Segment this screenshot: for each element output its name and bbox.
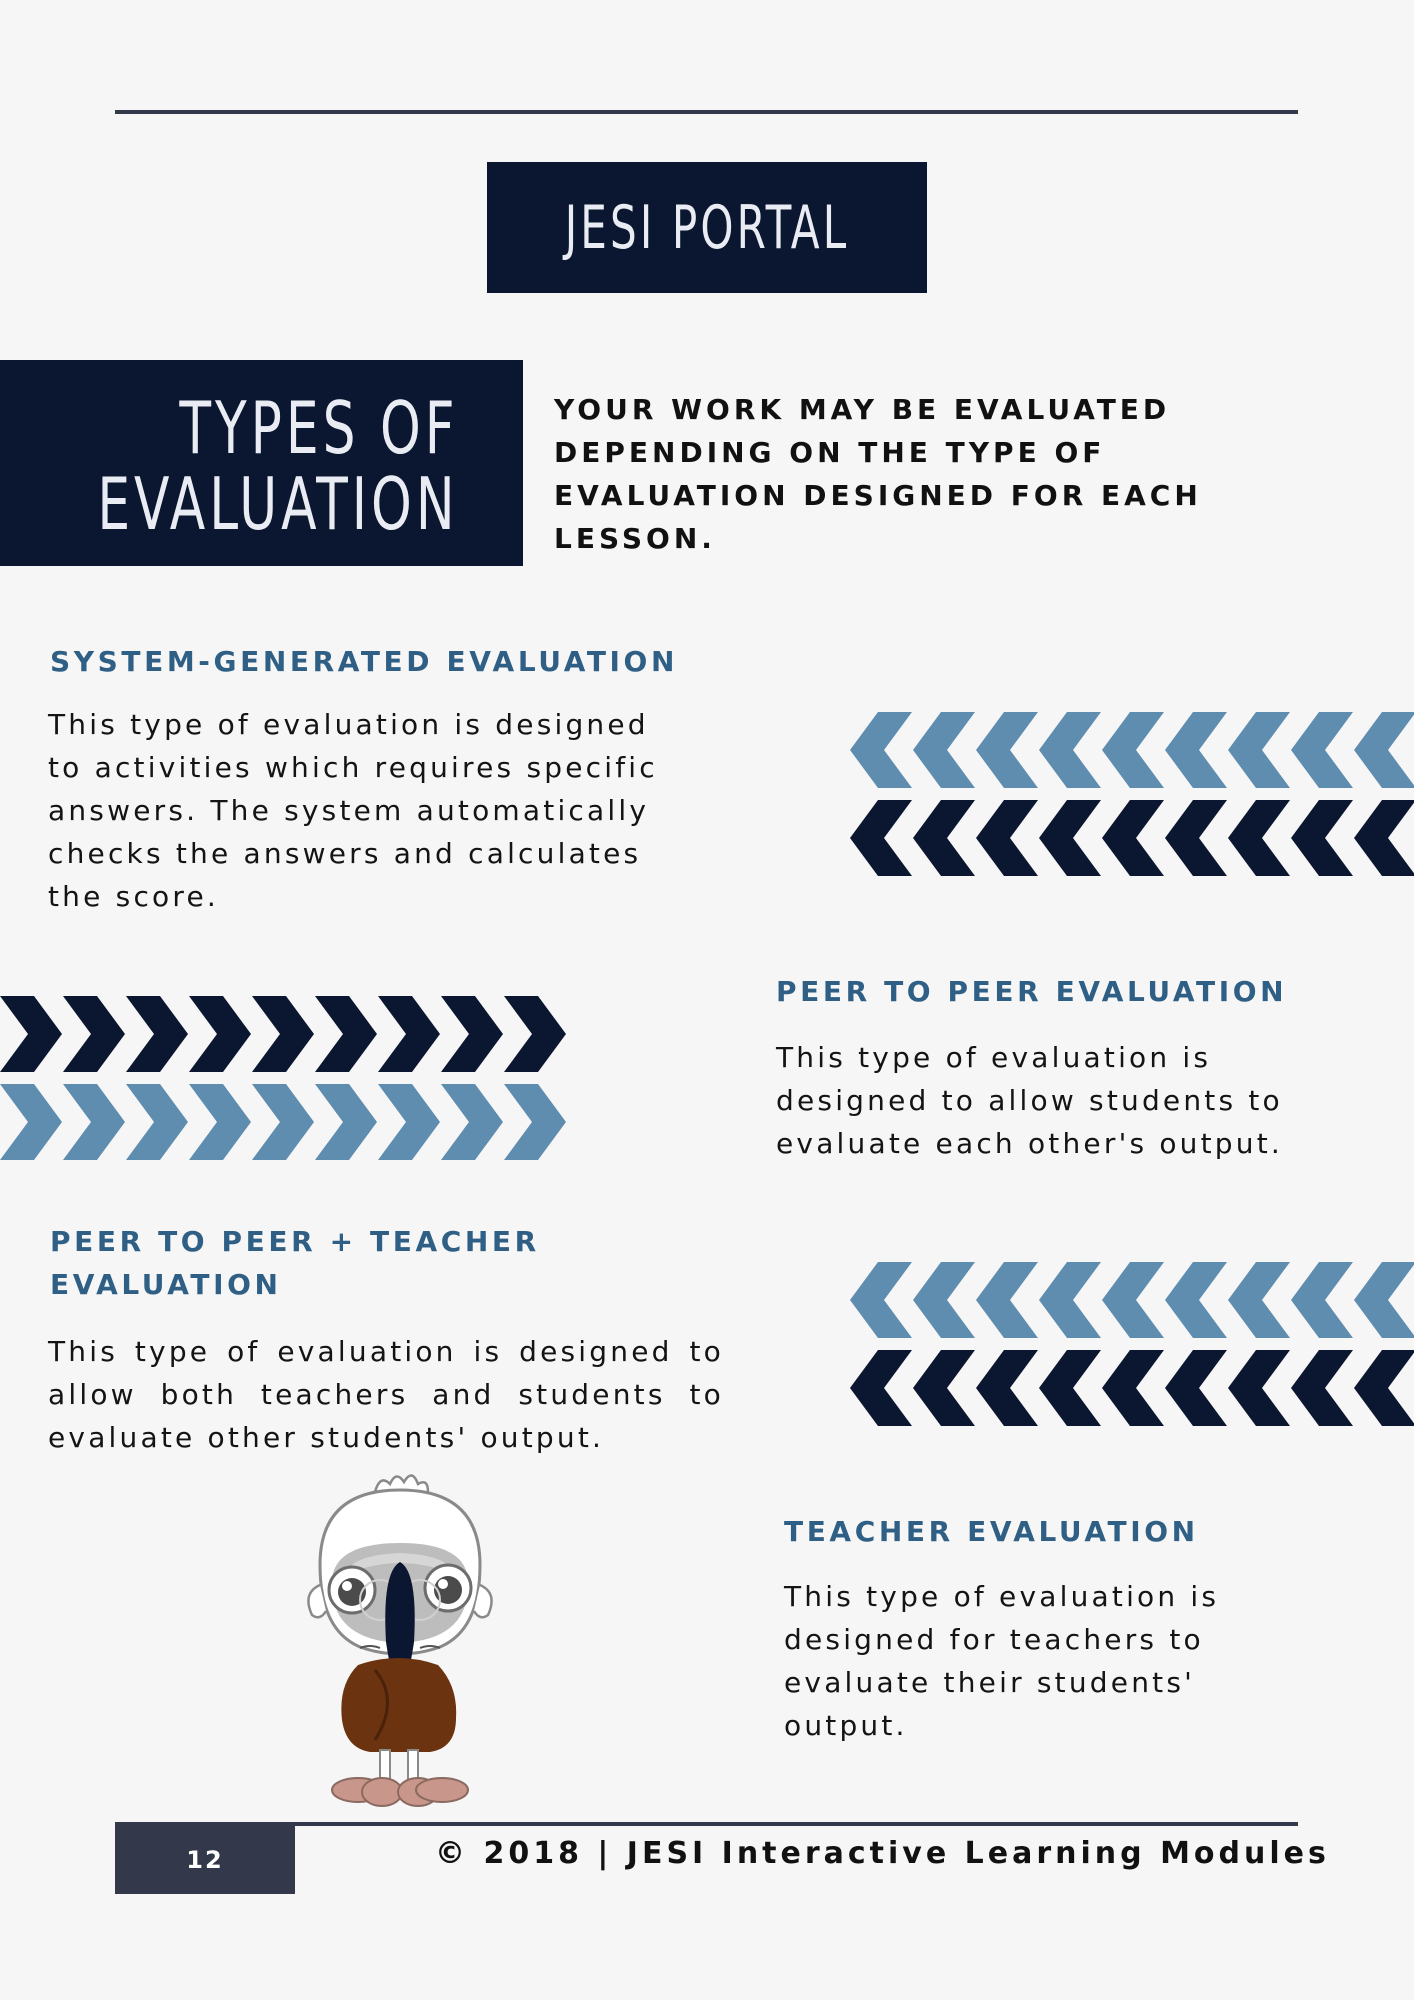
owl-mascot-icon: [290, 1470, 510, 1820]
page-title: [97, 386, 459, 546]
page-title-line1: TYPES OF: [179, 386, 459, 470]
chevron-mark: [1354, 800, 1414, 876]
chevron-mark: [378, 996, 440, 1072]
intro-text: YOUR WORK MAY BE EVALUATED DEPENDING ON THE TYPE OF EVALUATION DESIGNED FOR EACH LESSON.: [554, 393, 1202, 555]
chevron-mark: [1291, 800, 1353, 876]
peer-teacher-heading-line1: PEER TO PEER + TEACHER: [50, 1225, 540, 1258]
chevron-mark: [441, 996, 503, 1072]
chevron-mark: [1102, 1262, 1164, 1338]
chevron-mark: [1165, 800, 1227, 876]
teacher-eval-body: This type of evaluation is designed for teachers to evaluate their students' output.: [784, 1580, 1220, 1742]
chevron-mark: [1039, 1350, 1101, 1426]
chevron-mark: [1291, 712, 1353, 788]
peer-to-peer-body: This type of evaluation is designed to allow students to evaluate each other's output.: [776, 1041, 1284, 1160]
system-generated-heading: SYSTEM-GENERATED EVALUATION: [50, 645, 678, 678]
chevron-arrow-icon: [848, 712, 1414, 880]
teacher-eval-heading: TEACHER EVALUATION: [784, 1515, 1199, 1548]
chevron-mark: [1291, 1262, 1353, 1338]
chevron-mark: [1228, 1262, 1290, 1338]
chevron-mark: [1039, 712, 1101, 788]
section-title-box: [0, 360, 523, 566]
chevron-mark: [913, 800, 975, 876]
portal-banner: [487, 162, 927, 293]
chevron-mark: [252, 996, 314, 1072]
chevron-mark: [1228, 712, 1290, 788]
chevron-mark: [189, 996, 251, 1072]
chevron-mark: [0, 1084, 62, 1160]
chevron-mark: [252, 1084, 314, 1160]
chevron-mark: [850, 1350, 912, 1426]
system-generated-body: This type of evaluation is designed to activities which requires specific answers. The system automatically checks the answers and calculates the score.: [48, 708, 658, 913]
chevron-mark: [1354, 1262, 1414, 1338]
copyright-text: © 2018 | JESI Interactive Learning Modules: [435, 1836, 1330, 1871]
chevron-mark: [189, 1084, 251, 1160]
chevron-mark: [913, 712, 975, 788]
chevron-mark: [504, 996, 566, 1072]
chevron-mark: [1165, 712, 1227, 788]
chevron-mark: [913, 1262, 975, 1338]
peer-teacher-body: This type of evaluation is designed to allow both teachers and students to evaluate other students' output.: [48, 1335, 724, 1454]
chevron-mark: [315, 996, 377, 1072]
chevron-mark: [976, 1262, 1038, 1338]
peer-teacher-heading-line2: EVALUATION: [50, 1268, 282, 1301]
chevron-mark: [1165, 1262, 1227, 1338]
chevron-mark: [850, 712, 912, 788]
chevron-mark: [504, 1084, 566, 1160]
chevron-mark: [63, 1084, 125, 1160]
chevron-mark: [913, 1350, 975, 1426]
chevron-mark: [1102, 1350, 1164, 1426]
chevron-mark: [1228, 800, 1290, 876]
chevron-mark: [850, 800, 912, 876]
chevron-mark: [1039, 1262, 1101, 1338]
chevron-mark: [1165, 1350, 1227, 1426]
chevron-mark: [850, 1262, 912, 1338]
chevron-mark: [441, 1084, 503, 1160]
chevron-mark: [378, 1084, 440, 1160]
chevron-mark: [1291, 1350, 1353, 1426]
chevron-mark: [1039, 800, 1101, 876]
page-number: 12: [115, 1826, 295, 1894]
page-title-line2: EVALUATION: [97, 462, 459, 546]
chevron-mark: [976, 800, 1038, 876]
chevron-mark: [0, 996, 62, 1072]
peer-teacher-heading: [50, 1220, 540, 1306]
chevron-mark: [315, 1084, 377, 1160]
top-divider: [115, 110, 1298, 114]
chevron-arrow-icon: [848, 1262, 1414, 1430]
peer-to-peer-heading: PEER TO PEER EVALUATION: [776, 975, 1288, 1008]
chevron-mark: [976, 712, 1038, 788]
portal-label: JESI PORTAL: [564, 192, 850, 263]
chevron-mark: [126, 1084, 188, 1160]
chevron-mark: [976, 1350, 1038, 1426]
chevron-mark: [1228, 1350, 1290, 1426]
chevron-arrow-icon: [0, 996, 566, 1160]
chevron-mark: [63, 996, 125, 1072]
chevron-mark: [1354, 712, 1414, 788]
chevron-mark: [1354, 1350, 1414, 1426]
chevron-mark: [1102, 712, 1164, 788]
chevron-mark: [1102, 800, 1164, 876]
chevron-mark: [126, 996, 188, 1072]
